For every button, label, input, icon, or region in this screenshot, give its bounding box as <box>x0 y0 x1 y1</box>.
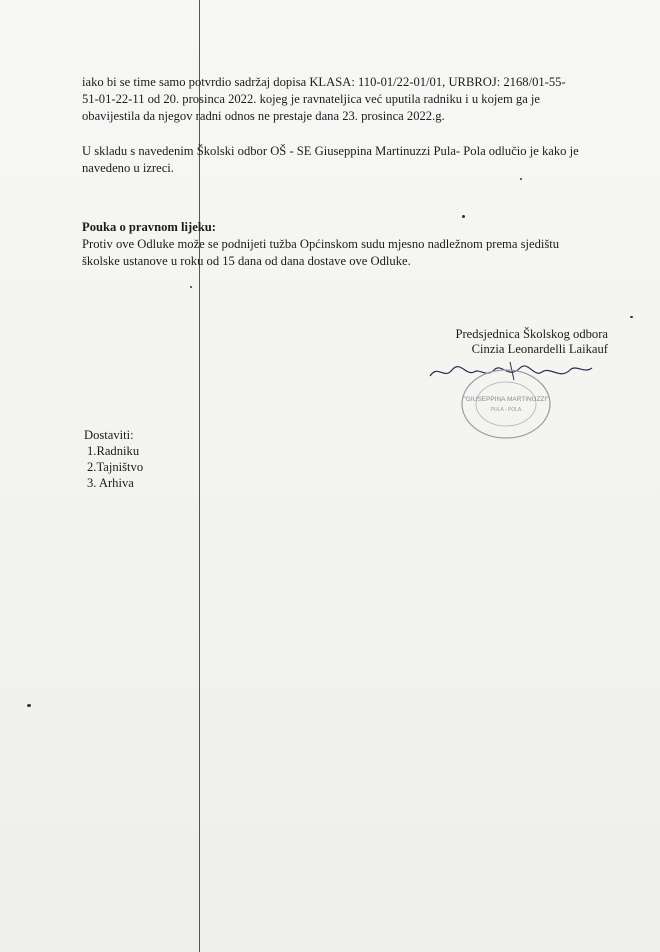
stamp-text-city: PULA - POLA <box>490 407 522 413</box>
official-stamp <box>458 366 554 442</box>
delivery-item: 3. Arhiva <box>87 476 134 490</box>
paragraph-confirmation: iako bi se time samo potvrdio sadržaj dopisa KLASA: 110-01/22-01/01, URBROJ: 2168/01-55-51-01-22-11 od 20. prosinca 2022. kojeg je ravnateljica već uputila radniku i u kojem ga je obavijestila da njegov radni odnos ne prestaje dana 23. prosinca 2022.g. <box>82 75 566 123</box>
legal-remedy-text: Protiv ove Odluke može se podnijeti tužba Općinskom sudu mjesno nadležnom prema sjedištu školske ustanove u roku od 15 dana od dana dostave ove Odluke. <box>82 237 560 268</box>
delivery-item: 2.Tajništvo <box>87 460 144 474</box>
stamp-text-school: "GIUSEPPINA MARTINUZZI" <box>463 396 549 403</box>
delivery-heading: Dostaviti: <box>84 428 134 442</box>
signatory-name: Cinzia Leonardelli Laikauf <box>471 342 608 356</box>
scan-speck <box>630 316 633 318</box>
legal-remedy-title: Pouka o pravnom lijeku: <box>82 220 216 234</box>
scan-speck <box>27 704 31 707</box>
scan-speck <box>520 178 522 180</box>
delivery-list <box>84 427 143 491</box>
scan-speck <box>462 215 465 218</box>
scan-speck <box>190 286 192 288</box>
signatory-title: Predsjednica Školskog odbora <box>455 327 608 341</box>
delivery-item: 1.Radniku <box>87 444 140 458</box>
paragraph-decision: U skladu s navedenim Školski odbor OŠ - SE Giuseppina Martinuzzi Pula- Pola odlučio je kako je navedeno u izreci. <box>82 144 579 175</box>
